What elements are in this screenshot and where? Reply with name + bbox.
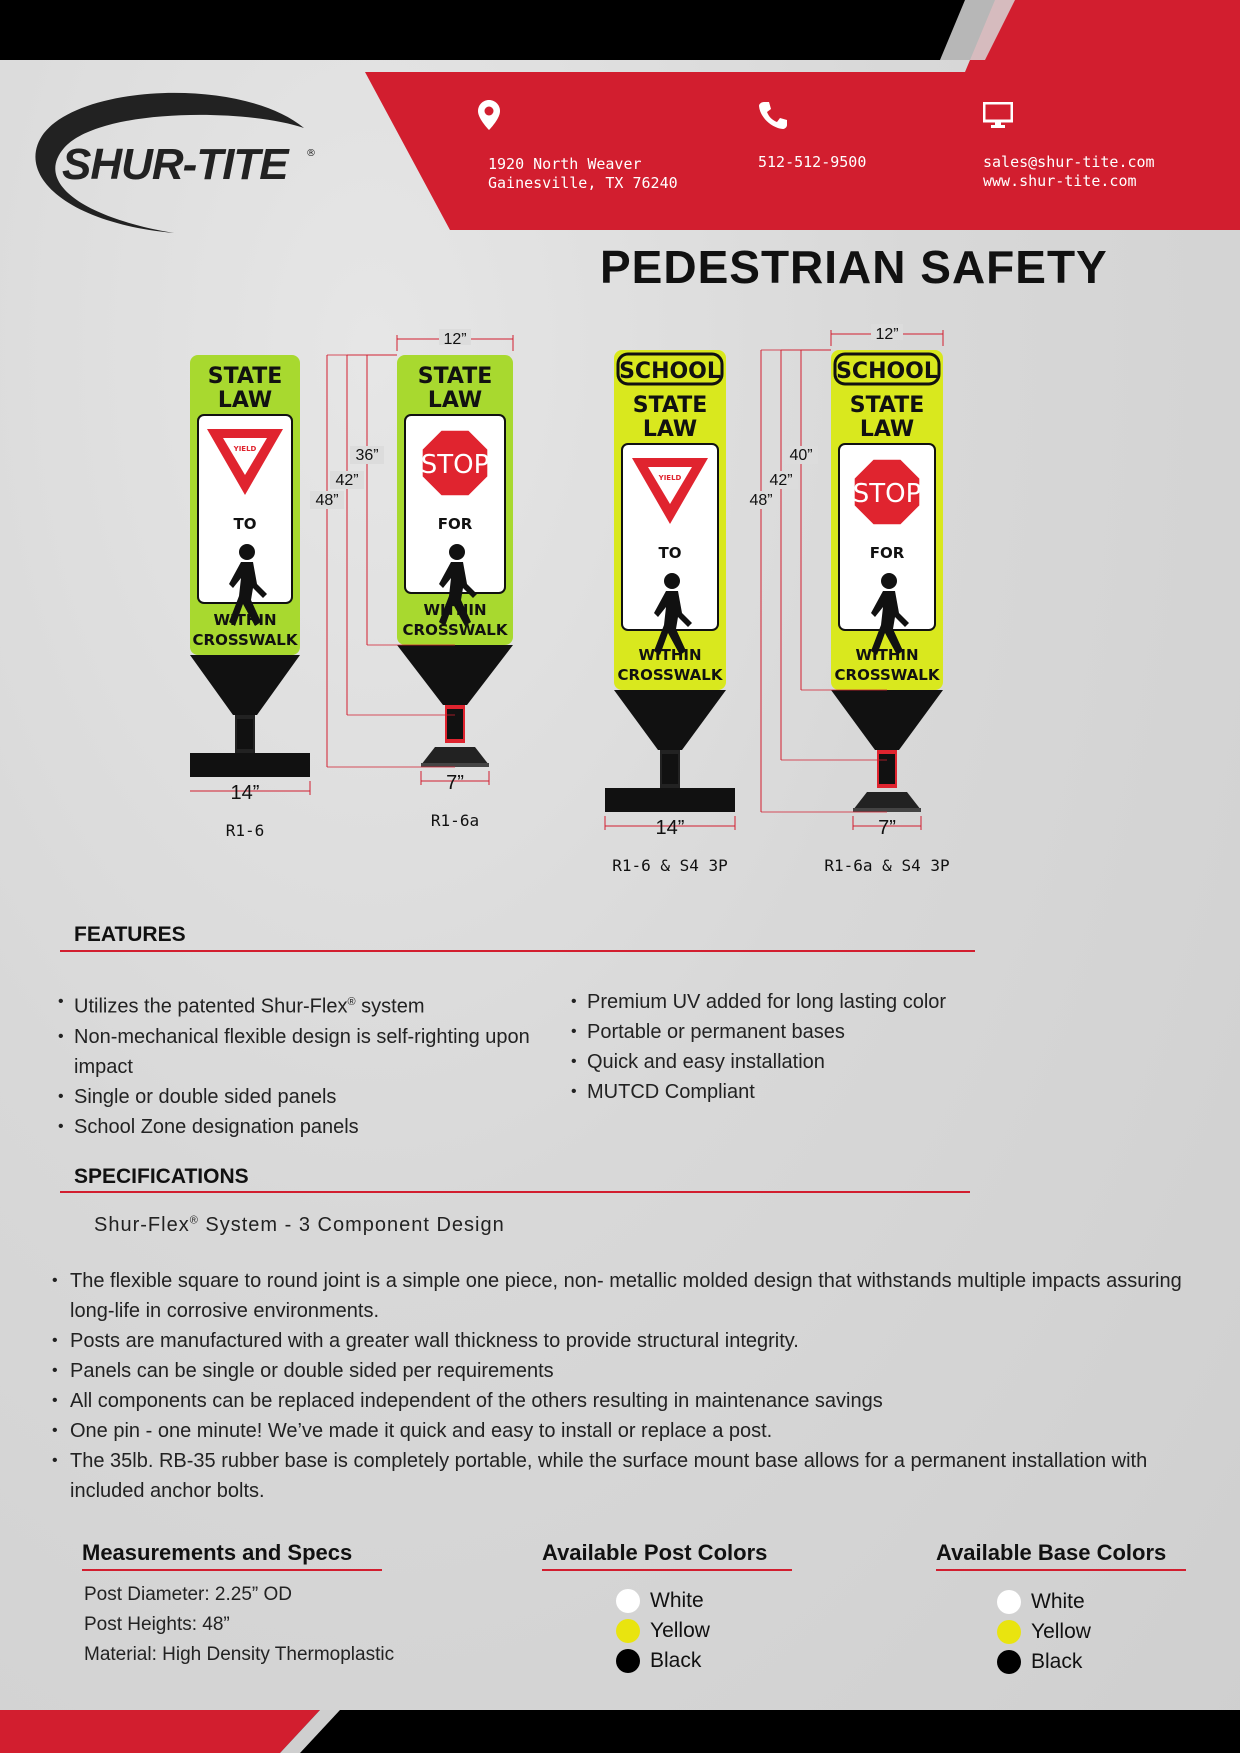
specifications-list — [50, 1266, 1200, 1506]
spec-item: • Posts are manufactured with a greater wall thickness to provide structural integrity. — [50, 1326, 1200, 1356]
color-swatch-dot — [616, 1589, 640, 1613]
surface-base-plate — [421, 763, 489, 767]
height-dimension-label: 42” — [335, 472, 359, 489]
measurements-heading: Measurements and Specs — [82, 1540, 353, 1565]
specifications-subtitle — [94, 1214, 505, 1237]
feature-item: • Single or double sided panels — [56, 1082, 536, 1112]
post-funnel — [397, 645, 513, 705]
spec-reg-mark: ® — [189, 1214, 199, 1227]
spec-item: • All components can be replaced independent of the others resulting in maintenance savings — [50, 1386, 1200, 1416]
color-option-white — [997, 1587, 1091, 1617]
color-swatch-dot — [997, 1620, 1021, 1644]
post-colors-heading: Available Post Colors — [542, 1540, 768, 1565]
stop-text: STOP — [420, 450, 490, 480]
brand-registered-mark: ® — [306, 148, 316, 159]
post-joint-core — [447, 709, 463, 739]
color-swatch-dot — [616, 1619, 640, 1643]
sign-bottom-text: WITHIN — [638, 646, 702, 664]
sign-mid-text: TO — [658, 544, 682, 562]
feature-item: • Non-mechanical flexible design is self-righting upon impact — [56, 1022, 536, 1082]
height-dimension-label: 40” — [789, 447, 813, 464]
email-link[interactable]: sales@shur-tite.com — [983, 153, 1155, 171]
contact-web — [983, 153, 1155, 191]
yield-text: YIELD — [658, 474, 682, 482]
surface-base — [853, 792, 921, 810]
sign-top-text: LAW — [859, 417, 915, 442]
color-label: White — [650, 1589, 704, 1612]
location-pin-icon — [478, 100, 500, 130]
features-rule — [60, 950, 975, 952]
yield-text: YIELD — [233, 445, 257, 453]
sign-code-label: R1-6 & S4 3P — [612, 856, 728, 875]
post-funnel — [614, 690, 726, 750]
color-option-black — [997, 1647, 1091, 1677]
sign-r1-6a — [310, 329, 513, 794]
color-label: White — [1031, 1590, 1085, 1613]
feature-item: • Quick and easy installation — [569, 1047, 1169, 1077]
sign-bottom-text: WITHIN — [213, 611, 277, 629]
contact-address — [488, 155, 678, 193]
school-header-text: SCHOOL — [836, 359, 938, 384]
page-title: PEDESTRIAN SAFETY — [600, 241, 1108, 293]
brand-name: SHUR-TITE — [62, 140, 288, 189]
measurements-rule — [82, 1569, 382, 1571]
color-swatch-dot — [997, 1650, 1021, 1674]
measurement-line: Post Diameter: 2.25” OD — [84, 1584, 293, 1605]
sign-bottom-text: CROSSWALK — [617, 666, 723, 684]
address-line-1: 1920 North Weaver — [488, 155, 642, 173]
sign-top-text: STATE — [849, 393, 925, 418]
sign-illustrations — [190, 310, 1070, 870]
color-label: Yellow — [1031, 1620, 1091, 1643]
post-funnel — [190, 655, 300, 715]
website-link[interactable]: www.shur-tite.com — [983, 172, 1137, 190]
measurements-list — [84, 1580, 394, 1670]
measurement-line: Post Heights: 48” — [84, 1614, 230, 1635]
base-dimension-label: 14” — [230, 782, 260, 804]
surface-base-plate — [853, 808, 921, 812]
spec-item: • One pin - one minute! We’ve made it quick and easy to install or replace a post. — [50, 1416, 1200, 1446]
sign-mid-text: FOR — [437, 515, 473, 533]
spec-subtitle-b: System - 3 Component Design — [198, 1214, 505, 1236]
footer-band — [0, 1710, 1240, 1753]
address-line-2: Gainesville, TX 76240 — [488, 174, 678, 192]
sign-code-label: R1-6a & S4 3P — [824, 856, 950, 875]
sign-bottom-text: CROSSWALK — [402, 621, 508, 639]
spec-item: • The 35lb. RB-35 rubber base is completely portable, while the surface mount base allows for a permanent installation with included anchor bolts. — [50, 1446, 1200, 1506]
sign-r1-6a-s4-3p — [744, 324, 943, 839]
sign-code-label: R1-6 — [225, 821, 265, 840]
sign-code-label: R1-6a — [430, 811, 480, 830]
feature-text: Utilizes the patented Shur-Flex — [74, 995, 348, 1018]
color-swatch-dot — [616, 1649, 640, 1673]
spec-subtitle-a: Shur-Flex — [94, 1214, 190, 1236]
color-swatch-dot — [997, 1590, 1021, 1614]
rubber-base — [190, 753, 310, 777]
rubber-base — [605, 788, 735, 812]
base-colors-list — [997, 1587, 1091, 1677]
base-colors-heading: Available Base Colors — [936, 1540, 1167, 1565]
height-dimension-label: 48” — [749, 492, 773, 509]
feature-reg-mark: ® — [347, 996, 356, 1008]
sign-bottom-text: CROSSWALK — [192, 631, 298, 649]
color-label: Yellow — [650, 1619, 710, 1642]
monitor-icon — [983, 102, 1013, 128]
sign-top-text: STATE — [632, 393, 708, 418]
feature-item: • Portable or permanent bases — [569, 1017, 1169, 1047]
specifications-heading: SPECIFICATIONS — [74, 1165, 249, 1188]
sign-mid-text: TO — [233, 515, 257, 533]
feature-item: • MUTCD Compliant — [569, 1077, 1169, 1107]
feature-item: • Premium UV added for long lasting color — [569, 987, 1169, 1017]
features-heading: FEATURES — [74, 923, 186, 946]
spec-item: • Panels can be single or double sided per requirements — [50, 1356, 1200, 1386]
base-dimension-label: 14” — [655, 817, 685, 839]
color-option-black — [616, 1646, 710, 1676]
color-label: Black — [1031, 1650, 1083, 1673]
sign-r1-6 — [190, 355, 310, 804]
height-dimension-label: 42” — [769, 472, 793, 489]
height-dimension-label: 36” — [355, 447, 379, 464]
post-colors-list — [616, 1586, 710, 1676]
sign-bottom-text: WITHIN — [423, 601, 487, 619]
sign-bottom-text: CROSSWALK — [834, 666, 940, 684]
sign-bottom-text: WITHIN — [855, 646, 919, 664]
specifications-rule — [60, 1191, 970, 1193]
sign-top-text: STATE — [417, 364, 493, 389]
sign-mid-text: FOR — [869, 544, 905, 562]
measurement-line: Material: High Density Thermoplastic — [84, 1644, 395, 1665]
base-dimension-label: 7” — [878, 817, 896, 839]
school-header-text: SCHOOL — [619, 359, 721, 384]
feature-text-suffix: system — [355, 995, 425, 1018]
color-option-yellow — [616, 1616, 710, 1646]
stop-text: STOP — [852, 479, 922, 509]
color-option-white — [616, 1586, 710, 1616]
base-colors-rule — [936, 1569, 1186, 1571]
base-dimension-label: 7” — [446, 772, 464, 794]
sign-top-text: STATE — [207, 364, 283, 389]
sign-top-text: LAW — [217, 388, 273, 413]
color-option-yellow — [997, 1617, 1091, 1647]
post-funnel — [831, 690, 943, 750]
width-dimension-label: 12” — [443, 331, 467, 348]
sign-top-text: LAW — [427, 388, 483, 413]
feature-item — [56, 987, 536, 1022]
post-joint-core — [237, 719, 253, 749]
features-left-list — [56, 987, 536, 1142]
sign-top-text: LAW — [642, 417, 698, 442]
color-label: Black — [650, 1649, 702, 1672]
post-joint-core — [662, 754, 678, 784]
post-joint-core — [879, 754, 895, 784]
spec-item: • The flexible square to round joint is a simple one piece, non- metallic molded design that withstands multiple impacts assuring long-life in corrosive environments. — [50, 1266, 1200, 1326]
width-dimension-label: 12” — [875, 326, 899, 343]
contact-phone[interactable]: 512-512-9500 — [758, 153, 867, 171]
surface-base — [421, 747, 489, 765]
post-colors-rule — [542, 1569, 792, 1571]
feature-item: • School Zone designation panels — [56, 1112, 536, 1142]
phone-icon — [758, 100, 788, 130]
height-dimension-label: 48” — [315, 492, 339, 509]
features-right-list — [569, 987, 1169, 1107]
sign-r1-6-s4-3p — [605, 350, 735, 839]
